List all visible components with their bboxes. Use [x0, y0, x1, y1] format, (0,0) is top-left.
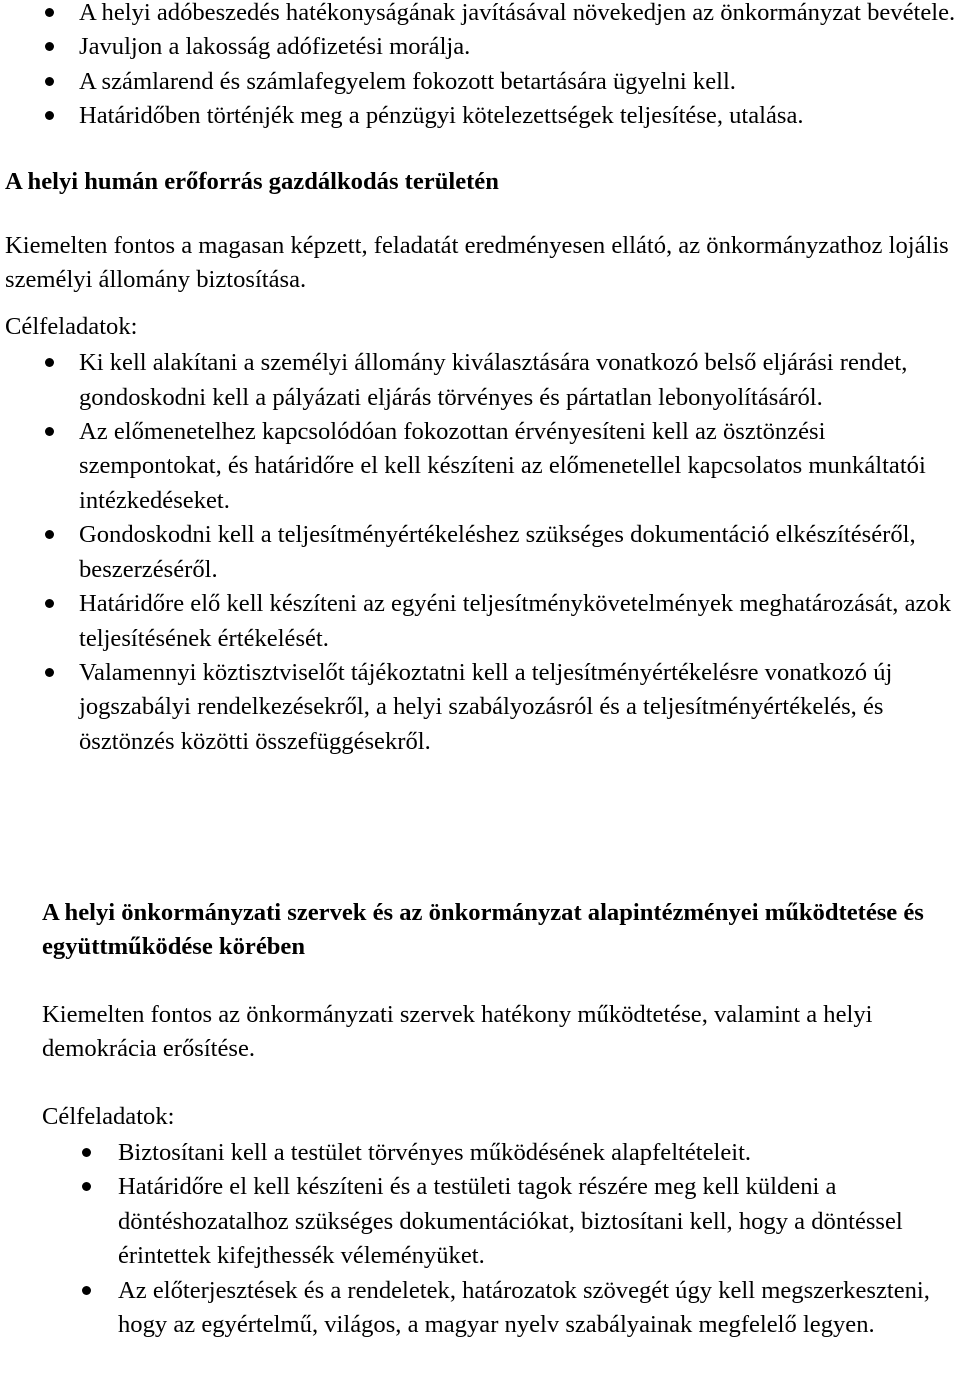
list-item	[5, 518, 960, 587]
bullet-icon	[45, 427, 54, 436]
list-item	[5, 587, 960, 656]
list-item-text: Ki kell alakítani a személyi állomány kiválasztására vonatkozó belső eljárási rendet, gondoskodni kell a pályázati eljárás törvényes és pártatlan lebonyolításáról.	[79, 349, 908, 411]
governance-goals-list	[42, 1136, 960, 1342]
goals-label: Célfeladatok:	[42, 1102, 175, 1130]
list-item	[5, 99, 960, 133]
list-item-text: Valamennyi köztisztviselőt tájékoztatni kell a teljesítményértékelésre vonatkozó új jogszabályi rendelkezésekről, a helyi szabályozásról és a teljesítményértékelés, és ösztönzés közötti összefüggésekről.	[79, 658, 893, 755]
list-item-text: A helyi adóbeszedés hatékonyságának javításával növekedjen az önkormányzat bevétele.	[79, 0, 956, 26]
list-item-text: Az előmenetelhez kapcsolódóan fokozottan érvényesíteni kell az ösztönzési szempontokat, és határidőre el kell készíteni az előmenetellel kapcsolatos munkáltatói intézkedéseket.	[79, 418, 926, 514]
list-item-text: Biztosítani kell a testület törvényes működésének alapfeltételeit.	[118, 1139, 752, 1167]
bullet-icon	[45, 530, 54, 539]
section-intro-governance: Kiemelten fontos az önkormányzati szervek hatékony működtetése, valamint a helyi demokrácia erősítése.	[42, 1000, 873, 1063]
section-heading-hr: A helyi humán erőforrás gazdálkodás területén	[5, 167, 499, 195]
list-item-text: Javuljon a lakosság adófizetési morálja.	[79, 33, 471, 61]
list-item-text: Határidőben történjék meg a pénzügyi kötelezettségek teljesítése, utalása.	[79, 102, 804, 130]
list-item-text: A számlarend és számlafegyelem fokozott betartására ügyelni kell.	[79, 67, 736, 95]
section-heading-governance: A helyi önkormányzati szervek és az önkormányzat alapintézményei működtetése és együttműködése körében	[42, 899, 924, 961]
list-item-text: Az előterjesztések és a rendeletek, határozatok szövegét úgy kell megszerkeszteni, hogy az egyértelmű, világos, a magyar nyelv szabályainak megfelelő legyen.	[118, 1276, 930, 1339]
bullet-icon	[45, 111, 54, 120]
list-item-text: Gondoskodni kell a teljesítményértékeléshez szükséges dokumentáció elkészítéséről, beszerzéséről.	[79, 521, 916, 583]
fiscal-goals-list	[5, 0, 960, 134]
list-item	[5, 656, 960, 759]
list-item	[5, 415, 960, 518]
bullet-icon	[82, 1148, 91, 1157]
bullet-icon	[82, 1182, 91, 1191]
goals-label: Célfeladatok:	[5, 312, 138, 340]
bullet-icon	[45, 668, 54, 677]
list-item	[5, 346, 960, 415]
list-item-text: Határidőre elő kell készíteni az egyéni teljesítménykövetelmények meghatározását, azok teljesítésének értékelését.	[79, 590, 952, 652]
list-item-text: Határidőre el kell készíteni és a testületi tagok részére meg kell küldeni a döntéshozatalhoz szükséges dokumentációkat, biztosítani kell, hogy a döntéssel érintettek kifejthessék véleményüket.	[118, 1173, 903, 1270]
bullet-icon	[45, 8, 54, 17]
section-hr	[5, 0, 960, 759]
section-governance	[42, 896, 960, 1342]
list-item	[42, 1170, 960, 1273]
section-intro-hr: Kiemelten fontos a magasan képzett, feladatát eredményesen ellátó, az önkormányzathoz lojális személyi állomány biztosítása.	[5, 232, 949, 294]
hr-goals-list	[5, 346, 960, 759]
list-item	[5, 30, 960, 64]
bullet-icon	[45, 599, 54, 608]
list-item	[5, 65, 960, 99]
list-item	[42, 1136, 960, 1170]
bullet-icon	[45, 42, 54, 51]
bullet-icon	[45, 358, 54, 367]
list-item	[42, 1274, 960, 1343]
bullet-icon	[82, 1286, 91, 1295]
list-item	[5, 0, 960, 30]
bullet-icon	[45, 77, 54, 86]
